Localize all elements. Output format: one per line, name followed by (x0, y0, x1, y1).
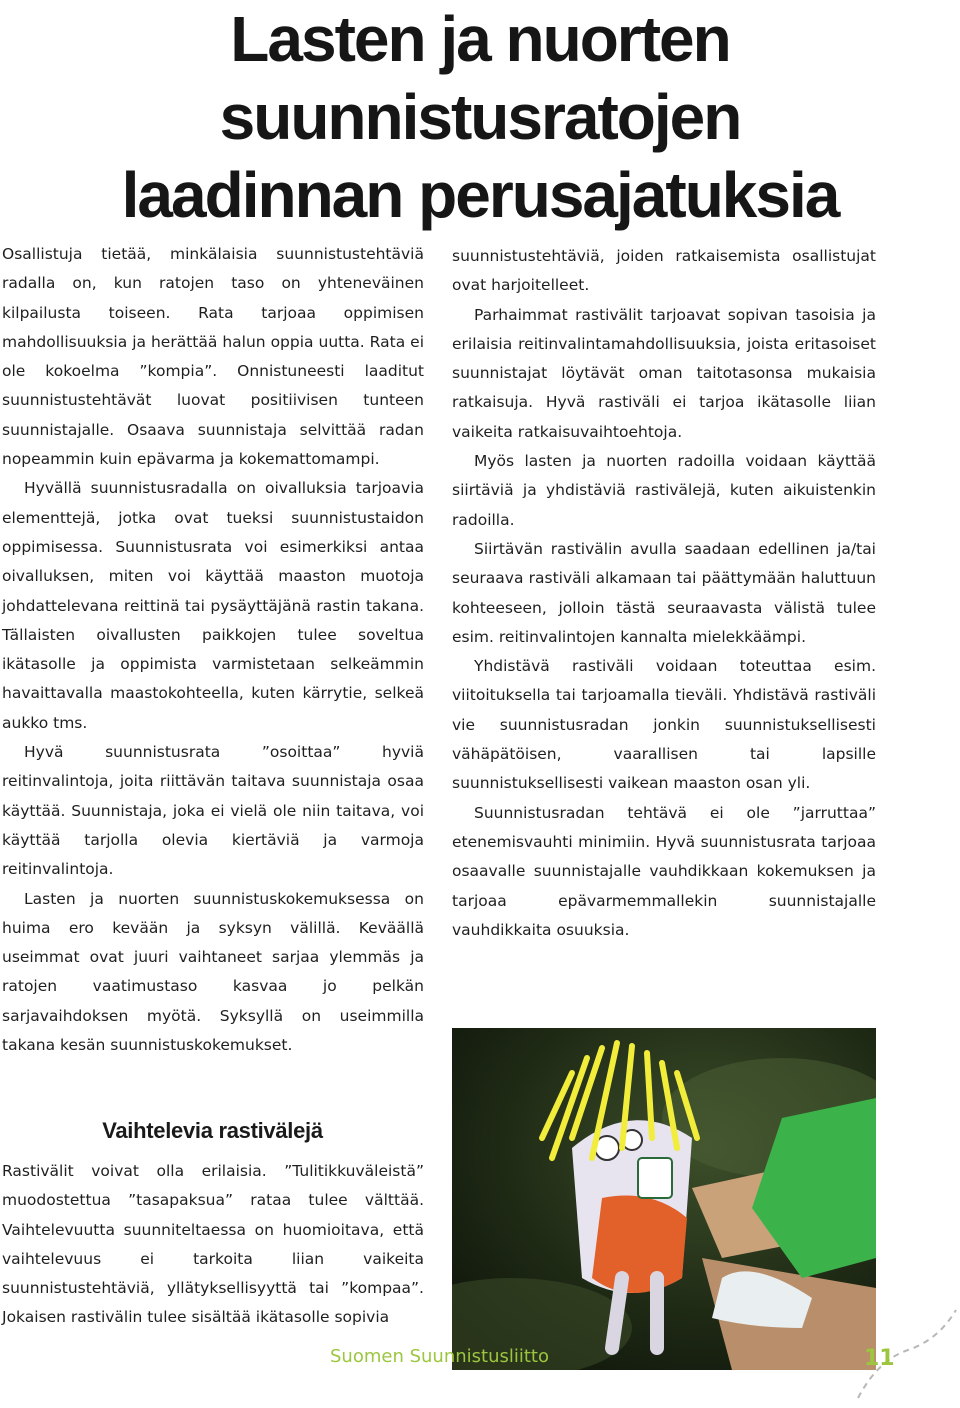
section-heading: Vaihtelevia rastivälejä (102, 1118, 323, 1143)
article-title (0, 0, 960, 234)
photo-orienteering-mascot (452, 1028, 876, 1370)
title-line-1: Lasten ja nuorten (230, 3, 730, 75)
paragraph: suunnistustehtäviä, joiden ratkaisemista osallistujat ovat harjoitelleet. (452, 247, 876, 295)
paragraph: Parhaimmat rastivälit tarjoavat sopivan tasoisia ja erilaisia reitinvalintamahdollisuuksia, joista eritasoiset suunnistajat löytävät oman taitotasonsa mukaisia ratkaisuja. Hyvä rastiväli ei tarjoa ikätasolle liian vaikeita ratkaisuvaihtoehtoja. (452, 305, 876, 441)
left-column-section (2, 1157, 424, 1333)
paragraph: Rastivälit voivat olla erilaisia. ”Tulitikkuväleistä” muodostettua ”tasapaksua” rataa tulee välttää. Vaihtelevuutta suunniteltaessa on huomioitava, että vaihtelevuus ei tarkoita liian vaikeita suunnistustehtäviä, yllätyksellisyyttä tai ”kompaa”. Jokaisen rastivälin tulee sisältää ikätasolle sopivia (2, 1162, 424, 1327)
right-column (452, 242, 876, 945)
paragraph: Siirtävän rastivälin avulla saadaan edellinen ja/tai seuraava rastiväli alkamaan tai päättymään haluttuun kohteeseen, jolloin tästä seuraavasta välistä tulee esim. reitinvalintojen kannalta mielekkäämpi. (452, 539, 876, 646)
paragraph: Lasten ja nuorten suunnistuskokemuksessa on huima ero kevään ja syksyn välillä. Keväällä useimmat ovat juuri vaihtaneet sarjaa ylemmäs ja ratojen vaatimustaso kasvaa jo pelkän sarjavaihdoksen myötä. Syksyllä on useimmilla takana kesän suunnistuskokemukset. (2, 889, 424, 1055)
page-number: 11 (864, 1346, 895, 1371)
paragraph: Myös lasten ja nuorten radoilla voidaan käyttää siirtäviä ja yhdistäviä rastivälejä, kuten aikuistenkin radoilla. (452, 452, 876, 529)
photo-illustration (452, 1028, 876, 1370)
title-line-2: suunnistusratojen (219, 81, 741, 153)
paragraph: Suunnistusradan tehtävä ei ole ”jarruttaa” etenemisvauhti minimiin. Hyvä suunnistusrata tarjoaa osaavalle suunnistajalle vauhdikkaan kokemuksen ja tarjoaa epävarmemmallekin suunnistajalle vauhdikkaita osuuksia. (452, 803, 876, 939)
paragraph: Hyvä suunnistusrata ”osoittaa” hyviä reitinvalintoja, joita riittävän taitava suunnistaja osaa käyttää. Suunnistaja, joka ei vielä ole niin taitava, voi käyttää tarjolla olevia kiertäviä ja varmoja reitinvalintoja. (2, 743, 424, 879)
paragraph: Yhdistävä rastiväli voidaan toteuttaa esim. viitoituksella tai tarjoamalla tieväli. Yhdistävä rastiväli vie suunnistusradan jonkin suunnistuksellisesti vähäpätöisen, vaarallisen tai lapsille suunnistuksellisesti vaikean maaston osan yli. (452, 657, 876, 793)
paragraph: Hyvällä suunnistusradalla on oivalluksia tarjoavia elementtejä, jotka ovat tueksi suunnistustaidon oppimisessa. Suunnistusrata voi esimerkiksi antaa oivalluksen, miten voi käyttää maaston muotoja johdattelevana reittinä tai pysäyttäjänä rastin takana. Tällaisten oivallusten paikkojen tulee soveltua ikätasolle ja oppimista varmistetaan selkeämmin havaittavalla maastokohteella, kuten kärrytie, selkeä aukko tms. (2, 479, 424, 732)
paragraph: Osallistuja tietää, minkälaisia suunnistustehtäviä radalla on, kun ratojen taso on yhteneväinen kilpailusta toiseen. Rata tarjoaa oppimisen mahdollisuuksia ja herättää halun oppia uutta. Rata ei ole kokoelma ”kompia”. Onnistuneesti laaditut suunnistustehtävät luovat positiivisen tunteen suunnistajalle. Osaava suunnistaja selvittää radan nopeammin kuin epävarma ja kokemattomampi. (2, 245, 424, 469)
left-column (2, 240, 424, 1060)
title-line-3: laadinnan perusajatuksia (121, 159, 839, 231)
footer-organization: Suomen Suunnistusliitto (330, 1346, 549, 1367)
